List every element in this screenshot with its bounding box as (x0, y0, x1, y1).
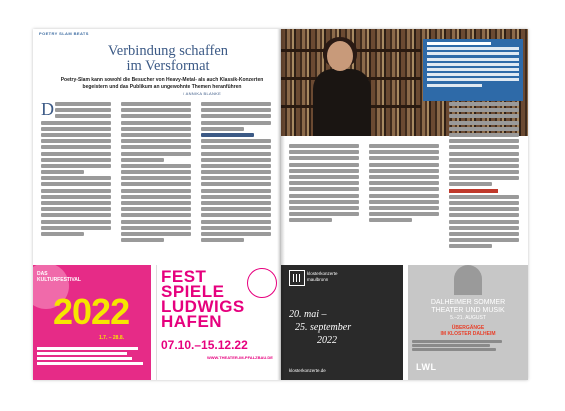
dalheim-title (412, 299, 524, 314)
text-column-4 (289, 144, 359, 264)
article-byline: / ANNIKA BLANKE (183, 91, 222, 96)
festival-tag: DAS KULTURFESTIVAL (37, 271, 81, 283)
person-figure (311, 37, 373, 136)
festspiele-url[interactable]: WWW.THEATER-IM-PFALZBAU.DE (207, 355, 273, 360)
photo-caption (423, 39, 523, 101)
section-label: POETRY SLAM BEATS (39, 31, 89, 36)
text-column-3 (201, 102, 271, 262)
dalheim-title-1: DALHEIMER SOMMER (430, 299, 506, 306)
brand-line-1: klosterkonzerte (307, 271, 338, 276)
headline-line-1: Verbindung schaffen (107, 43, 229, 59)
festival-info (37, 347, 149, 365)
magazine-spread (33, 29, 528, 380)
text-column-2 (121, 102, 191, 262)
title-line-3: LUDWIGS (161, 297, 245, 316)
stamp-icon (247, 268, 277, 298)
lwl-logo: LWL (416, 362, 437, 372)
kloster-website[interactable]: klosterkonzerte.de (289, 368, 326, 373)
kloster-logo-icon (289, 270, 305, 286)
headline-line-2: im Versformat (126, 58, 210, 74)
figure-image (454, 265, 482, 295)
dalheim-highlight (412, 325, 524, 337)
dalheim-ad[interactable] (408, 265, 528, 380)
title-line-1: FEST (161, 267, 207, 286)
dropcap: D (41, 99, 54, 119)
brand-line-2: maulbronn (307, 276, 329, 282)
title-line-2: SPIELE (161, 282, 225, 301)
article-headline (63, 44, 273, 74)
page-fold (277, 29, 285, 380)
festival-dates: 1.7. – 28.8. (99, 335, 125, 341)
right-page (281, 29, 528, 380)
text-column-1 (41, 99, 111, 262)
highlight-line-1: ÜBERGÄNGE (451, 325, 485, 331)
text-column-6 (449, 102, 519, 222)
kloster-date-3: 2022 (317, 335, 337, 346)
title-line-4: HAFEN (161, 312, 223, 331)
kloster-date-2: 25. september (295, 322, 352, 333)
festspiele-dates: 07.10.–15.12.22 (161, 338, 248, 352)
dalheim-small-print (412, 340, 524, 352)
klosterkonzerte-ad[interactable] (281, 265, 403, 380)
festival-year: 2022 (53, 291, 130, 332)
article-subhead: Poetry-Slam kann sowohl die Besucher von Heavy-Metal- als auch Klassik-Konzerten begeistern und das Publikum an ungewohnte Themen heranführen (60, 77, 264, 90)
festival-ad-pink[interactable] (33, 265, 151, 380)
kloster-date-1: 20. mai – (289, 309, 327, 320)
text-column-5 (369, 144, 439, 264)
festspiele-ludwigshafen-ad[interactable] (156, 265, 281, 380)
left-page (33, 29, 281, 380)
dalheim-dates: 5.–21. AUGUST (450, 315, 486, 321)
kloster-brand (307, 271, 338, 282)
dalheim-title-2: THEATER UND MUSIK (431, 306, 505, 314)
highlight-line-2: IM KLOSTER DALHEIM (440, 331, 496, 337)
